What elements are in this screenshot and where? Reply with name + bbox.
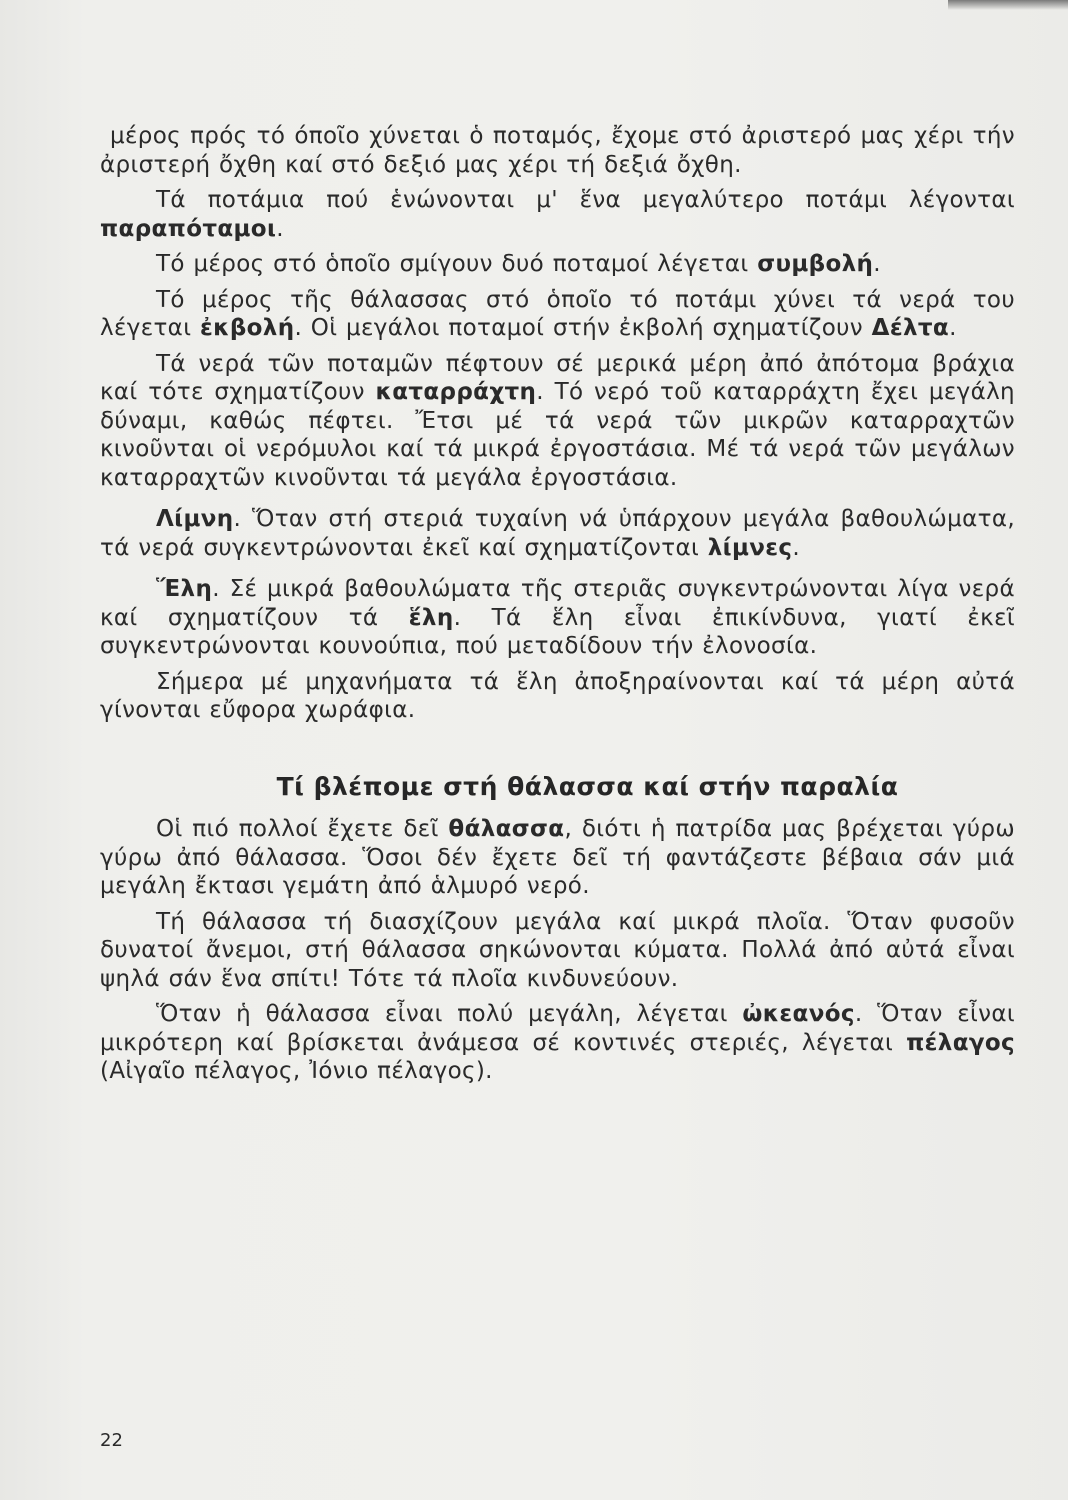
paragraph-waterfall: [100, 350, 1015, 493]
paragraph-lake: [100, 505, 1015, 562]
paragraph-sea: [100, 815, 1015, 901]
paragraph-tributaries: [100, 186, 1015, 243]
paragraph-text: (Αἰγαῖο πέλαγος, Ἰόνιο πέλαγος).: [100, 1058, 493, 1084]
paragraph-text: .: [276, 215, 284, 242]
term-lakes: λίμνες: [707, 534, 793, 561]
paragraph-drainage: [100, 668, 1015, 725]
term-delta: Δέλτα: [871, 315, 950, 341]
paragraph-text: Τά νερά τῶν ποταμῶν πέφτουν σέ μερικά μέρη ἀπό ἀπότομα βράχια καί τότε σχηματίζουν: [100, 350, 1015, 405]
page-content: [100, 122, 1015, 1093]
term-open-sea: πέλαγος: [906, 1029, 1015, 1056]
term-marshes: ἕλη: [408, 604, 454, 631]
paragraph-text: .: [792, 534, 801, 561]
term-tributaries: παραπόταμοι: [100, 215, 277, 242]
paragraph-ocean: [100, 1000, 1015, 1086]
term-estuary: ἐκβολή: [200, 315, 295, 341]
term-waterfall: καταρράχτη: [375, 379, 537, 405]
paragraph-estuary: [100, 286, 1015, 343]
page-edge-shadow: [948, 0, 1068, 10]
paragraph-text: .: [949, 315, 957, 341]
paragraph-text: . Τό νερό τοῦ καταρράχτη ἔχει μεγάλη δύναμι, καθώς πέφτει. Ἔτσι μέ τά νερά τῶν μικρῶν καταρραχτῶν κινοῦνται οἱ νερόμυλοι καί τά μικρά ἐργοστάσια. Μέ τά νερά τῶν μεγάλων καταρραχτῶν κινοῦνται τά μεγάλα ἐργοστάσια.: [100, 379, 1015, 491]
term-ocean: ὠκεανός: [742, 1001, 855, 1027]
paragraph-marsh: [100, 575, 1015, 661]
term-confluence: συμβολή: [757, 251, 874, 277]
paragraph-text: , διότι ἡ πατρίδα μας βρέχεται γύρω γύρω ἀπό θάλασσα. Ὅσοι δέν ἔχετε δεῖ τή φαντάζεστε βέβαια σάν μιά μεγάλη ἔκτασι γεμάτη ἀπό ἁλμυρό νερό.: [100, 816, 1015, 899]
paragraph-text: . Ὅταν στή στεριά τυχαίνη νά ὑπάρχουν μεγάλα βαθουλώματα, τά νερά συγκεντρώνονται ἐκεῖ καί σχηματίζονται: [100, 506, 1015, 561]
section-title: Τί βλέπομε στή θάλασσα καί στήν παραλία: [276, 771, 899, 801]
paragraph-text: Τό μέρος τῆς θάλασσας στό ὁποῖο τό ποτάμι χύνει τά νερά του λέγεται: [100, 286, 1015, 341]
term-sea: θάλασσα: [448, 816, 565, 842]
paragraph-text: .: [873, 251, 881, 277]
paragraph-text: . Τά ἕλη εἶναι ἐπικίνδυνα, γιατί ἐκεῖ συγκεντρώνονται κουνούπια, πού μεταδίδουν τήν ἐλονοσία.: [100, 604, 1015, 659]
paragraph-river-banks: [100, 122, 1015, 179]
paragraph-text: Οἱ πιό πολλοί ἔχετε δεῖ: [156, 816, 449, 842]
paragraph-text: . Σέ μικρά βαθουλώματα τῆς στεριᾶς συγκεντρώνονται λίγα νερά καί σχηματίζουν τά: [100, 576, 1015, 631]
paragraph-text: Τή θάλασσα τή διασχίζουν μεγάλα καί μικρά πλοῖα. Ὅταν φυσοῦν δυνατοί ἄνεμοι, στή θάλασσα σηκώνονται κύματα. Πολλά ἀπό αὐτά εἶναι ψηλά σάν ἕνα σπίτι! Τότε τά πλοῖα κινδυνεύουν.: [100, 908, 1015, 992]
paragraph-confluence: [100, 250, 1015, 279]
paragraph-text: μέρος πρός τό όποῖο χύνεται ὁ ποταμός, ἔχομε στό ἀριστερό μας χέρι τήν ἀριστερή ὄχθη καί στό δεξιό μας χέρι τή δεξιά ὄχθη.: [100, 123, 1015, 178]
paragraph-text: . Οἱ μεγάλοι ποταμοί στήν ἐκβολή σχηματίζουν: [294, 315, 872, 341]
term-lake-heading: Λίμνη: [156, 506, 234, 532]
term-marsh-heading: Ἕλη: [156, 576, 213, 602]
paragraph-text: Τό μέρος στό ὁποῖο σμίγουν δυό ποταμοί λέγεται: [156, 251, 758, 277]
paragraph-ships-waves: [100, 908, 1015, 994]
paragraph-text: Σήμερα μέ μηχανήματα τά ἕλη ἀποξηραίνονται καί τά μέρη αὐτά γίνονται εὔφορα χωράφια.: [100, 668, 1015, 723]
paragraph-text: . Ὅταν εἶναι μικρότερη καί βρίσκεται ἀνάμεσα σέ κοντινές στεριές, λέγεται: [100, 1001, 1016, 1056]
page-number: 22: [100, 1430, 123, 1451]
paragraph-text: Ὅταν ἡ θάλασσα εἶναι πολύ μεγάλη, λέγεται: [156, 1001, 743, 1027]
paragraph-text: Τά ποτάμια πού ἑνώνονται μ' ἕνα μεγαλύτερο ποτάμι λέγονται: [156, 187, 1015, 213]
